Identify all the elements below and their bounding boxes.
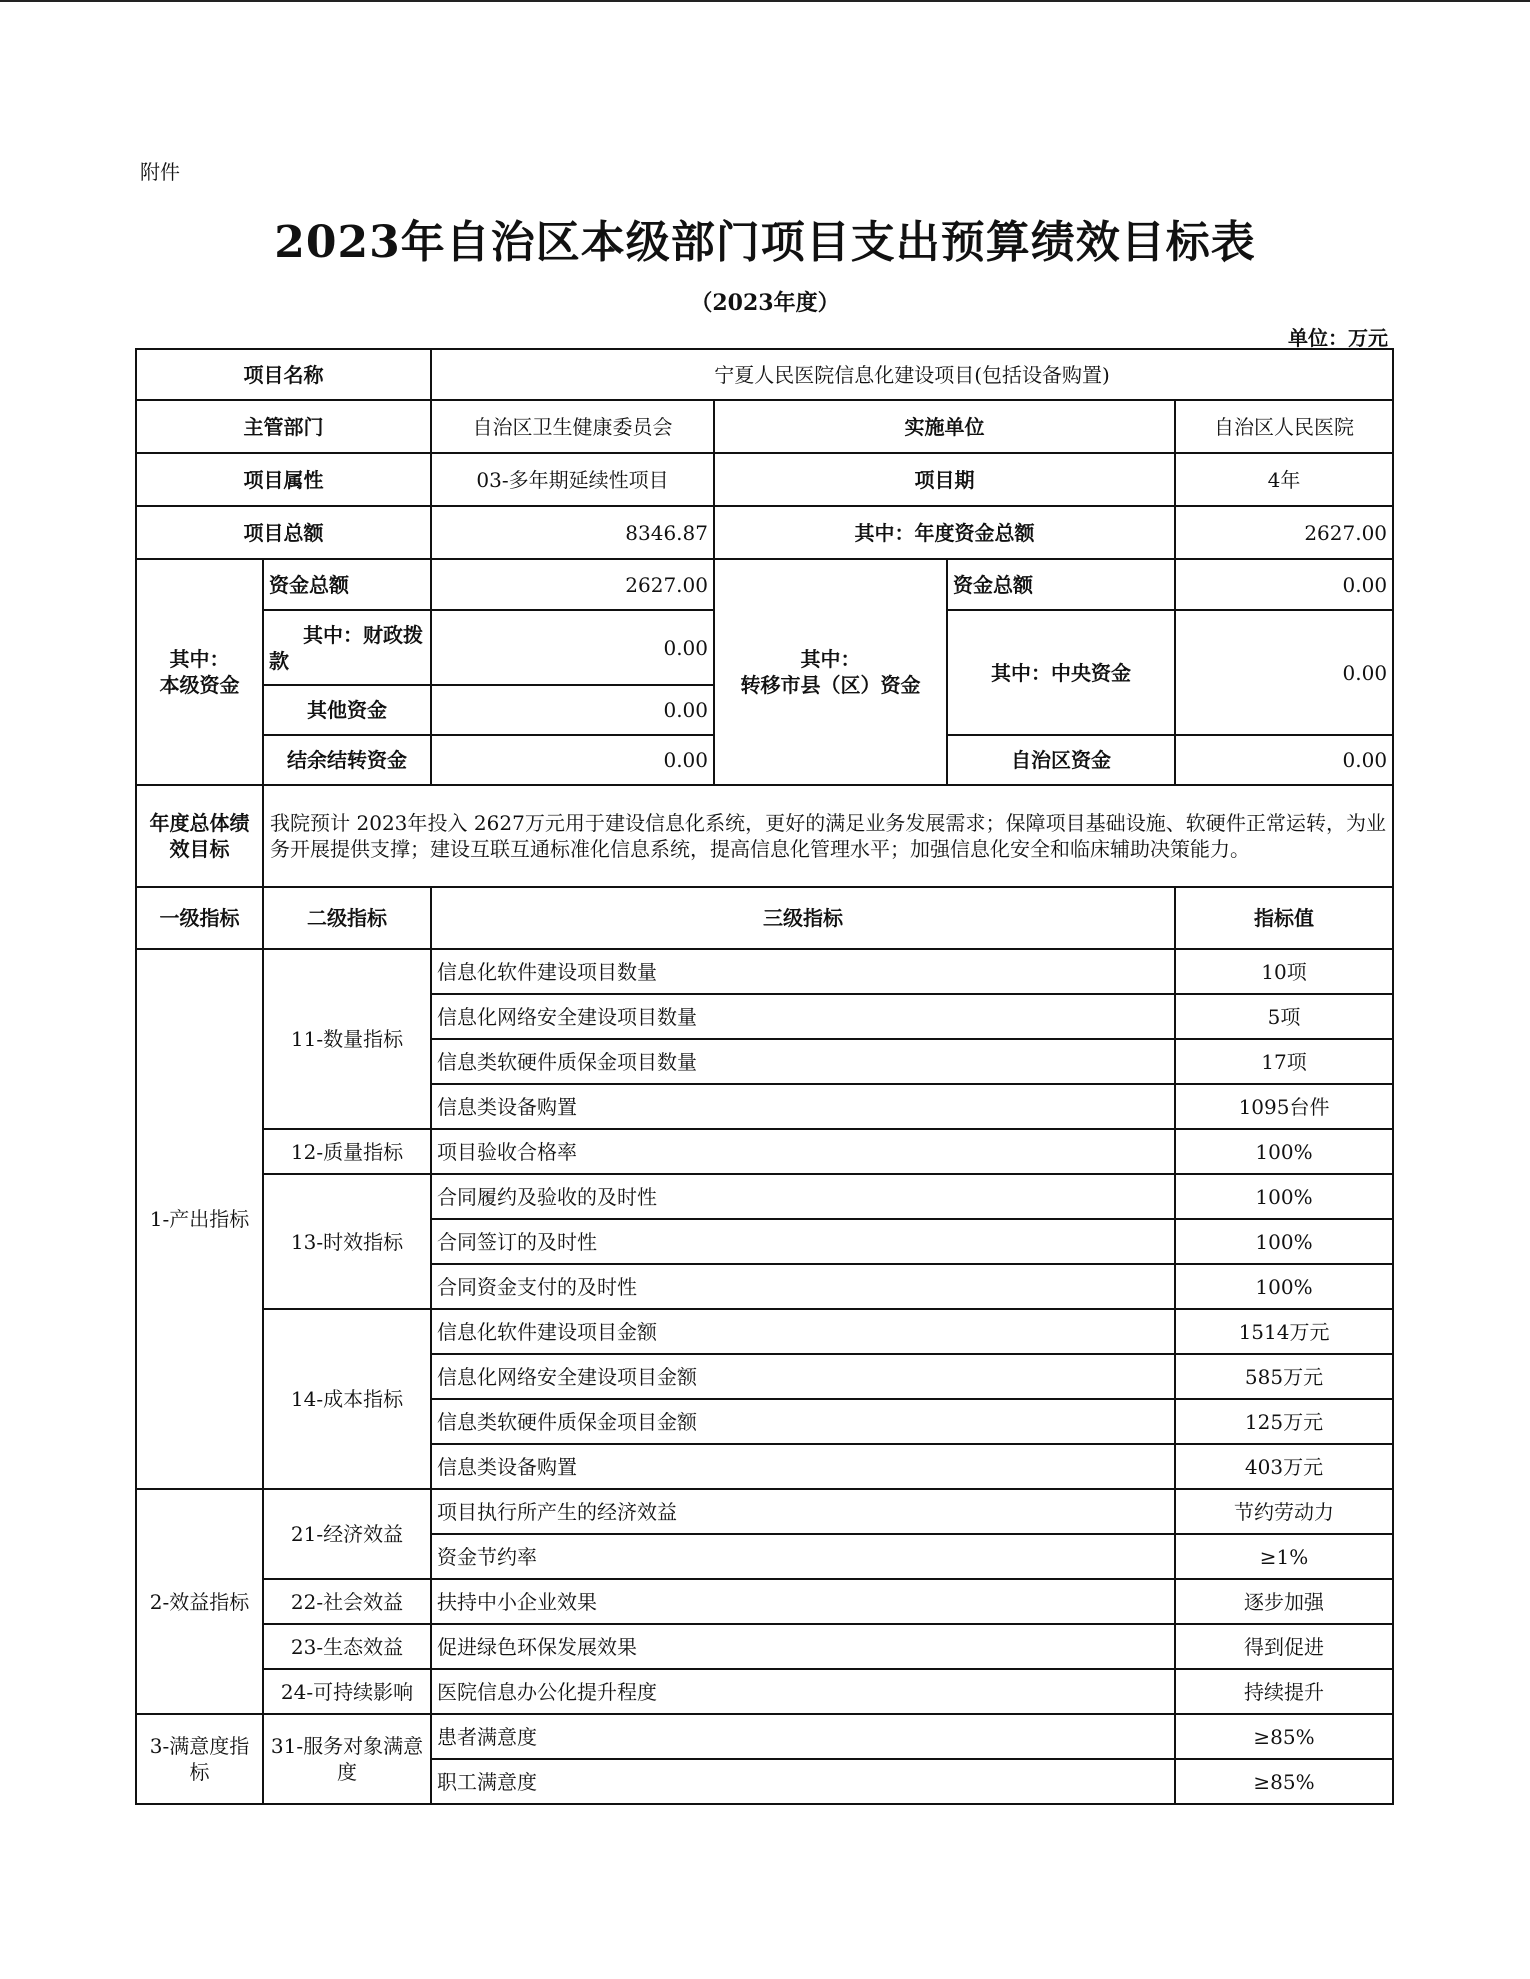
other-value: 0.00 — [431, 685, 714, 735]
impl-value: 自治区人民医院 — [1175, 400, 1393, 453]
transfer-funds-label: 其中： 转移市县（区）资金 — [714, 559, 947, 785]
region-label: 自治区资金 — [947, 735, 1175, 785]
total-value: 8346.87 — [431, 506, 714, 559]
row-attribute — [136, 453, 1393, 506]
indicator-value: 得到促进 — [1175, 1624, 1393, 1669]
indicator-name: 患者满意度 — [431, 1714, 1175, 1759]
indicator-name: 信息类设备购置 — [431, 1084, 1175, 1129]
indicator-value: 1514万元 — [1175, 1309, 1393, 1354]
carry-value: 0.00 — [431, 735, 714, 785]
level2-time: 13-时效指标 — [263, 1174, 431, 1309]
document-title: 2023年自治区本级部门项目支出预算绩效目标表 — [274, 217, 1256, 268]
level2-social: 22-社会效益 — [263, 1579, 431, 1624]
region-value: 0.00 — [1175, 735, 1393, 785]
indicator-value: 403万元 — [1175, 1444, 1393, 1489]
attachment-label: 附件 — [140, 160, 180, 184]
carry-label: 结余结转资金 — [263, 735, 431, 785]
document-subtitle: （2023年度） — [690, 290, 840, 316]
indicator-value: ≥85% — [1175, 1714, 1393, 1759]
row-total — [136, 506, 1393, 559]
local-total-label: 资金总额 — [263, 559, 431, 610]
indicator-value: 100% — [1175, 1264, 1393, 1309]
level2-sustain: 24-可持续影响 — [263, 1669, 431, 1714]
indicator-name: 信息类设备购置 — [431, 1444, 1175, 1489]
indicator-name: 信息化网络安全建设项目金额 — [431, 1354, 1175, 1399]
total-label: 项目总额 — [136, 506, 431, 559]
top-border-line — [0, 0, 1530, 2]
table-row — [136, 1669, 1393, 1714]
indicator-value: 585万元 — [1175, 1354, 1393, 1399]
indicator-name: 信息类软硬件质保金项目数量 — [431, 1039, 1175, 1084]
fiscal-value: 0.00 — [431, 610, 714, 685]
indicator-name: 医院信息办公化提升程度 — [431, 1669, 1175, 1714]
local-total-value: 2627.00 — [431, 559, 714, 610]
level2-economic: 21-经济效益 — [263, 1489, 431, 1579]
header-level2: 二级指标 — [263, 887, 431, 949]
level2-service: 31-服务对象满意度 — [263, 1714, 431, 1804]
level2-quality: 12-质量指标 — [263, 1129, 431, 1174]
indicator-name: 资金节约率 — [431, 1534, 1175, 1579]
header-level1: 一级指标 — [136, 887, 263, 949]
row-funds-total — [136, 559, 1393, 610]
unit-label: 单位：万元 — [1288, 326, 1388, 350]
header-value: 指标值 — [1175, 887, 1393, 949]
performance-target-table — [135, 348, 1394, 1805]
row-annual-goal — [136, 785, 1393, 887]
indicator-value: 5项 — [1175, 994, 1393, 1039]
project-name-value: 宁夏人民医院信息化建设项目(包括设备购置) — [431, 349, 1393, 400]
goal-label: 年度总体绩效目标 — [136, 785, 263, 887]
transfer-total-label: 资金总额 — [947, 559, 1175, 610]
dept-label: 主管部门 — [136, 400, 431, 453]
indicator-value: 节约劳动力 — [1175, 1489, 1393, 1534]
indicator-name: 合同履约及验收的及时性 — [431, 1174, 1175, 1219]
level2-cost: 14-成本指标 — [263, 1309, 431, 1489]
indicator-name: 合同资金支付的及时性 — [431, 1264, 1175, 1309]
indicator-name: 职工满意度 — [431, 1759, 1175, 1804]
transfer-total-value: 0.00 — [1175, 559, 1393, 610]
indicator-value: 100% — [1175, 1129, 1393, 1174]
indicator-name: 合同签订的及时性 — [431, 1219, 1175, 1264]
table-row — [136, 1129, 1393, 1174]
indicator-name: 信息类软硬件质保金项目金额 — [431, 1399, 1175, 1444]
indicator-value: 持续提升 — [1175, 1669, 1393, 1714]
indicator-name: 信息化软件建设项目数量 — [431, 949, 1175, 994]
impl-label: 实施单位 — [714, 400, 1175, 453]
goal-text: 我院预计 2023年投入 2627万元用于建设信息化系统，更好的满足业务发展需求；保障项目基础设施、软硬件正常运转，为业务开展提供支撑；建设互联互通标准化信息系统，提高信息化管理水平；加强信息化安全和临床辅助决策能力。 — [263, 785, 1393, 887]
table-row — [136, 1579, 1393, 1624]
header-level3: 三级指标 — [431, 887, 1175, 949]
row-indicator-header — [136, 887, 1393, 949]
row-department — [136, 400, 1393, 453]
table-row — [136, 1714, 1393, 1759]
indicator-name: 扶持中小企业效果 — [431, 1579, 1175, 1624]
table-row — [136, 1624, 1393, 1669]
indicator-value: 1095台件 — [1175, 1084, 1393, 1129]
indicator-name: 项目执行所产生的经济效益 — [431, 1489, 1175, 1534]
level2-eco: 23-生态效益 — [263, 1624, 431, 1669]
annual-label: 其中：年度资金总额 — [714, 506, 1175, 559]
central-value: 0.00 — [1175, 610, 1393, 735]
dept-value: 自治区卫生健康委员会 — [431, 400, 714, 453]
table-row — [136, 1489, 1393, 1534]
annual-value: 2627.00 — [1175, 506, 1393, 559]
attr-value: 03-多年期延续性项目 — [431, 453, 714, 506]
period-value: 4年 — [1175, 453, 1393, 506]
other-label: 其他资金 — [263, 685, 431, 735]
local-funds-label: 其中： 本级资金 — [136, 559, 263, 785]
level2-quantity: 11-数量指标 — [263, 949, 431, 1129]
indicator-value: ≥85% — [1175, 1759, 1393, 1804]
indicator-name: 信息化网络安全建设项目数量 — [431, 994, 1175, 1039]
table-row — [136, 949, 1393, 994]
period-label: 项目期 — [714, 453, 1175, 506]
indicator-value: 17项 — [1175, 1039, 1393, 1084]
level1-benefit: 2-效益指标 — [136, 1489, 263, 1714]
indicator-value: 10项 — [1175, 949, 1393, 994]
table-row — [136, 1309, 1393, 1354]
attr-label: 项目属性 — [136, 453, 431, 506]
fiscal-label: 其中：财政拨款 — [263, 610, 431, 685]
level1-output: 1-产出指标 — [136, 949, 263, 1489]
row-project-name — [136, 349, 1393, 400]
indicator-value: 100% — [1175, 1174, 1393, 1219]
level1-satisfaction: 3-满意度指标 — [136, 1714, 263, 1804]
project-name-label: 项目名称 — [136, 349, 431, 400]
table-row — [136, 1174, 1393, 1219]
indicator-name: 促进绿色环保发展效果 — [431, 1624, 1175, 1669]
indicator-name: 项目验收合格率 — [431, 1129, 1175, 1174]
indicator-value: 100% — [1175, 1219, 1393, 1264]
indicator-value: 125万元 — [1175, 1399, 1393, 1444]
central-label: 其中：中央资金 — [947, 610, 1175, 735]
indicator-value: ≥1% — [1175, 1534, 1393, 1579]
indicator-name: 信息化软件建设项目金额 — [431, 1309, 1175, 1354]
indicator-value: 逐步加强 — [1175, 1579, 1393, 1624]
